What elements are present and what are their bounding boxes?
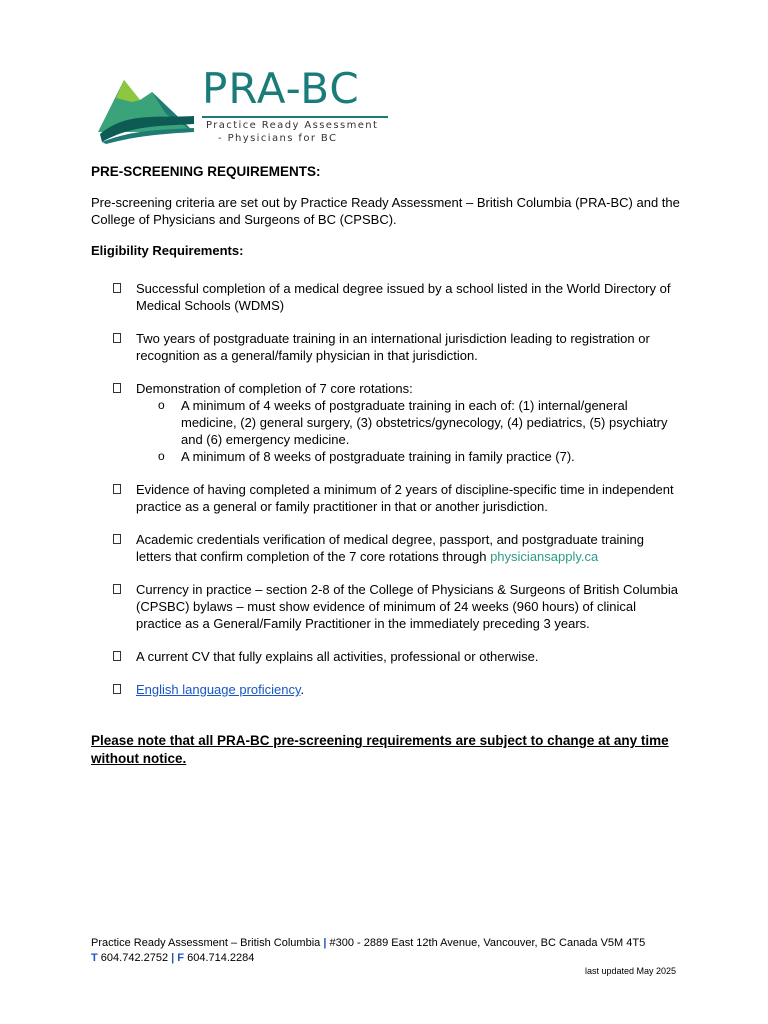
- circle-bullet-icon: o: [158, 398, 165, 412]
- requirement-text: Academic credentials verification of medical degree, passport, and postgraduate training letters that confirm completion of the 7 core rotations through: [136, 532, 645, 564]
- requirement-punctuation: .: [300, 682, 305, 697]
- phone-label: T: [91, 952, 98, 964]
- requirement-text: Evidence of having completed a minimum of 2 years of discipline-specific time in independent practice as a general or family practitioner in that or another jurisdiction.: [136, 482, 674, 514]
- footer-separator: |: [171, 952, 175, 964]
- subitem-text: A minimum of 4 weeks of postgraduate training in each of: (1) internal/general medicine, (2) general surgery, (3) obstetrics/gynecology, (4) pediatrics, (5) psychiatry and (6) emergency medicine.: [181, 398, 668, 447]
- footer-contact-line: [91, 951, 691, 966]
- phone-number: 604.742.2752: [100, 952, 169, 964]
- pra-bc-logo: [96, 66, 396, 150]
- sublist-item: [136, 397, 681, 448]
- footer-address-line: [91, 936, 691, 951]
- page-title: PRE-SCREENING REQUIREMENTS:: [91, 164, 321, 179]
- list-item: [91, 648, 681, 665]
- checkbox-icon: [113, 484, 121, 494]
- fax-label: F: [177, 952, 185, 964]
- requirement-text: A current CV that fully explains all activities, professional or otherwise.: [136, 649, 539, 664]
- list-item: [91, 280, 681, 314]
- list-item: [91, 581, 681, 632]
- physiciansapply-link[interactable]: physiciansapply.ca: [490, 549, 599, 564]
- intro-paragraph: Pre-screening criteria are set out by Practice Ready Assessment – British Columbia (PRA-BC) and the College of Physicians and Surgeons of BC (CPSBC).: [91, 195, 680, 227]
- logo-subtitle-line1: Practice Ready Assessment: [206, 120, 379, 131]
- list-item: [91, 330, 681, 364]
- logo-title: PRA-BC: [202, 64, 360, 113]
- list-item: [91, 380, 681, 465]
- requirement-text: Currency in practice – section 2-8 of the College of Physicians & Surgeons of British Columbia (CPSBC) bylaws – must show evidence of minimum of 24 weeks (960 hours) of clinical practice as a General/Family Practitioner in the immediately preceding 3 years.: [136, 582, 678, 631]
- footer-org: Practice Ready Assessment – British Columbia: [91, 937, 321, 949]
- circle-bullet-icon: o: [158, 449, 165, 463]
- checkbox-icon: [113, 684, 121, 694]
- requirement-text: Two years of postgraduate training in an international jurisdiction leading to registration or recognition as a general/family physician in that jurisdiction.: [136, 331, 650, 363]
- subitem-text: A minimum of 8 weeks of postgraduate training in family practice (7).: [181, 449, 575, 464]
- footer-address: #300 - 2889 East 12th Avenue, Vancouver, BC Canada V5M 4T5: [329, 937, 646, 949]
- requirement-text: Successful completion of a medical degree issued by a school listed in the World Directory of Medical Schools (WDMS): [136, 281, 671, 313]
- eligibility-heading: Eligibility Requirements:: [91, 243, 244, 258]
- checkbox-icon: [113, 333, 121, 343]
- sublist-item: [136, 448, 681, 465]
- checkbox-icon: [113, 383, 121, 393]
- footer-separator: |: [323, 937, 327, 949]
- checkbox-icon: [113, 534, 121, 544]
- english-proficiency-link[interactable]: English language proficiency: [136, 682, 301, 697]
- list-item: [91, 481, 681, 515]
- last-updated: last updated May 2025: [585, 966, 677, 976]
- checkbox-icon: [113, 283, 121, 293]
- fax-number: 604.714.2284: [187, 952, 255, 964]
- requirement-text: Demonstration of completion of 7 core rotations:: [136, 381, 413, 396]
- list-item: [91, 531, 681, 565]
- footer: [91, 936, 691, 966]
- checkbox-icon: [113, 651, 121, 661]
- requirements-list: [91, 280, 681, 698]
- list-item: [91, 681, 681, 698]
- logo-subtitle-line2: - Physicians for BC: [218, 133, 338, 144]
- change-notice: Please note that all PRA-BC pre-screening requirements are subject to change at any time without notice.: [91, 733, 669, 766]
- document-body: [91, 163, 681, 768]
- checkbox-icon: [113, 584, 121, 594]
- mountain-logo-icon: [96, 72, 196, 144]
- logo-divider: [202, 116, 388, 118]
- core-rotations-sublist: [136, 397, 681, 465]
